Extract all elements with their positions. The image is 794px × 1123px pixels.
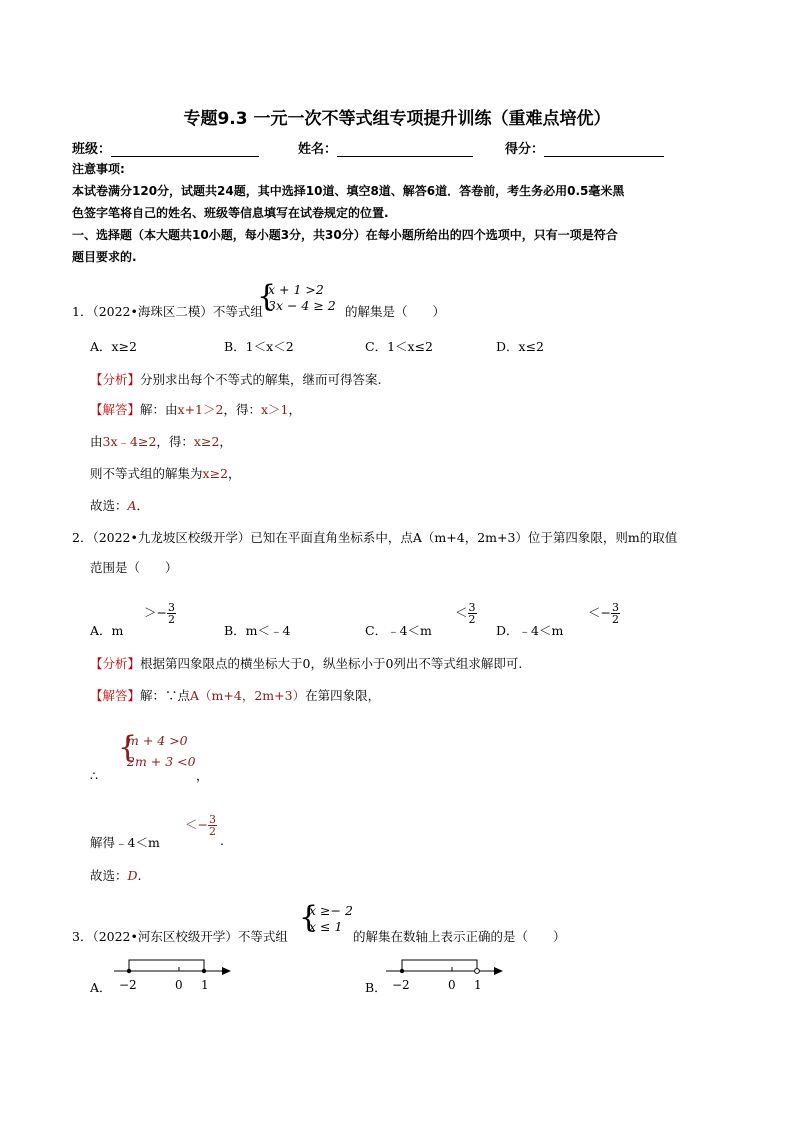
q2-result-rel: ＜− bbox=[185, 817, 208, 832]
class-label: 班级： bbox=[72, 142, 112, 157]
fraction-numerator: 3 bbox=[468, 601, 476, 614]
fraction-denominator: 2 bbox=[208, 825, 216, 838]
q1-answer-text: ，得： bbox=[223, 402, 261, 417]
q2-option-a-relation bbox=[144, 602, 176, 625]
q1-option-c[interactable]: C．1＜x≤2 bbox=[365, 339, 433, 354]
q1-answer-text: ， bbox=[288, 402, 302, 417]
q1-answer-text: 由 bbox=[90, 434, 103, 449]
closed-point-neg2 bbox=[127, 969, 131, 973]
name-label: 姓名： bbox=[298, 142, 338, 157]
q1-choice-prefix: 故选： bbox=[90, 498, 128, 513]
name-field bbox=[298, 138, 473, 157]
q3-system-line-1: x ≥− 2 bbox=[309, 903, 353, 918]
q2-system-brace: { bbox=[118, 730, 138, 765]
q1-system-line-1: x + 1 >2 bbox=[268, 282, 324, 297]
closed-point-neg2 bbox=[400, 969, 404, 973]
q1-stem-suffix: 的解集是（ ） bbox=[345, 304, 446, 319]
score-blank[interactable] bbox=[544, 142, 664, 157]
fraction-numerator: 3 bbox=[208, 813, 216, 826]
q2-system-line-1: m + 4 >0 bbox=[127, 733, 188, 748]
q1-answer-line-2 bbox=[90, 432, 232, 450]
name-blank[interactable] bbox=[337, 142, 473, 157]
q2-choice-value: D bbox=[127, 868, 138, 883]
q1-answer-text: 则不等式组的解集为 bbox=[90, 466, 203, 481]
q2-choice-prefix: 故选： bbox=[90, 868, 128, 883]
q2-option-d[interactable]: D．﹣4＜m bbox=[496, 623, 564, 638]
q2-analysis-text: 根据第四象限点的横坐标大于0，纵坐标小于0列出不等式组求解即可. bbox=[140, 656, 523, 671]
fraction-denominator: 2 bbox=[468, 613, 476, 626]
q2-stem-line-2: 范围是（ ） bbox=[90, 560, 178, 575]
tick-label-1: 1 bbox=[474, 978, 482, 992]
notes-heading: 注意事项: bbox=[72, 162, 125, 176]
tick-label-1: 1 bbox=[201, 978, 209, 992]
solution-bracket bbox=[402, 960, 477, 971]
q2-option-c-rel: ＜ bbox=[455, 605, 468, 620]
tick-label-neg2: −2 bbox=[119, 978, 137, 992]
q1-answer-text: ， bbox=[228, 466, 241, 481]
q1-analysis bbox=[90, 370, 382, 388]
tick-label-0: 0 bbox=[448, 978, 456, 992]
class-blank[interactable] bbox=[111, 142, 259, 157]
page-title: 专题9.3 一元一次不等式组专项提升训练（重难点培优） bbox=[183, 109, 611, 129]
q1-answer-expr: x+1＞2 bbox=[177, 402, 224, 417]
q2-option-a-fraction bbox=[167, 602, 176, 625]
q2-result-fraction bbox=[208, 814, 217, 837]
q3-stem-prefix: 3．（2022•河东区校级开学）不等式组 bbox=[72, 929, 288, 944]
q2-analysis-tag: 【分析】 bbox=[90, 656, 141, 671]
q1-choice-value: A bbox=[127, 498, 137, 513]
q2-option-b[interactable]: B．m＜﹣4 bbox=[224, 623, 291, 638]
section-heading-line-2: 题目要求的. bbox=[72, 250, 137, 264]
class-field bbox=[72, 138, 259, 157]
q1-choice-suffix: ． bbox=[136, 498, 150, 513]
q2-option-c-relation bbox=[455, 602, 477, 625]
q1-system-line-2: 3x − 4 ≥ 2 bbox=[268, 298, 336, 313]
q2-stem-line-1: 2．（2022•九龙坡区校级开学）已知在平面直角坐标系中，点A（m+4，2m+3）位于第四象限，则m的取值 bbox=[72, 530, 678, 545]
q1-answer-expr: x＞1 bbox=[260, 402, 289, 417]
q3-stem-suffix: 的解集在数轴上表示正确的是（ ） bbox=[353, 929, 566, 944]
q2-choice-suffix: . bbox=[137, 868, 142, 883]
fraction-numerator: 3 bbox=[167, 601, 175, 614]
q2-system-comma: ， bbox=[196, 768, 209, 783]
axis-arrow bbox=[222, 967, 231, 975]
fraction-denominator: 2 bbox=[167, 613, 175, 626]
q1-answer-text: ，得： bbox=[156, 434, 194, 449]
q1-option-b[interactable]: B．1＜x＜2 bbox=[224, 339, 294, 354]
q3-system-line-2: x ≤ 1 bbox=[309, 919, 343, 934]
q1-answer-text: 解：由 bbox=[140, 402, 178, 417]
fraction-numerator: 3 bbox=[611, 601, 619, 614]
tick-label-0: 0 bbox=[175, 978, 183, 992]
q1-answer-expr: 3x﹣4≥2 bbox=[102, 434, 157, 449]
notes-line-1: 本试卷满分120分，试题共24题，其中选择10道、填空8道、解答6道．答卷前，考生务必用0.5毫米黑 bbox=[72, 184, 625, 198]
q1-option-d[interactable]: D．x≤2 bbox=[496, 339, 544, 354]
q2-option-d-fraction bbox=[611, 602, 620, 625]
q3-option-a[interactable]: A． bbox=[90, 980, 112, 995]
q2-option-c-fraction bbox=[468, 602, 477, 625]
open-point-1 bbox=[475, 969, 480, 974]
q2-option-a[interactable]: A．m bbox=[90, 623, 124, 638]
q2-system-line-2: 2m + 3 <0 bbox=[127, 754, 196, 769]
fraction-denominator: 2 bbox=[611, 613, 619, 626]
q1-stem-prefix: 1．（2022•海珠区二模）不等式组 bbox=[72, 304, 263, 319]
q2-answer-text: 在第四象限， bbox=[305, 688, 381, 703]
q2-result: 解得﹣4＜m bbox=[90, 835, 160, 850]
q2-analysis bbox=[90, 654, 522, 672]
q2-option-d-rel: ＜− bbox=[588, 605, 611, 620]
notes-line-2: 色签字笔将自己的姓名、班级等信息填写在试卷规定的位置. bbox=[72, 206, 389, 220]
q2-therefore-symbol: ∴ bbox=[90, 768, 98, 783]
q3-option-b[interactable]: B． bbox=[365, 980, 387, 995]
q1-option-a[interactable]: A．x≥2 bbox=[90, 339, 138, 354]
q2-option-a-rel: ＞− bbox=[144, 605, 167, 620]
section-heading-line-1: 一、选择题（本大题共10小题，每小题3分，共30分）在每小题所给出的四个选项中，只有一项是符合 bbox=[72, 228, 618, 242]
q2-choice bbox=[90, 866, 142, 884]
q1-system-brace: { bbox=[257, 279, 277, 314]
q2-answer-tag: 【解答】 bbox=[90, 688, 141, 703]
tick-label-neg2: −2 bbox=[392, 978, 410, 992]
q2-answer-line-1 bbox=[90, 686, 380, 704]
closed-point-1 bbox=[202, 969, 206, 973]
score-field bbox=[505, 138, 664, 157]
q3-option-a-number-line[interactable] bbox=[110, 950, 235, 995]
q1-choice bbox=[90, 496, 149, 514]
q3-option-b-number-line[interactable] bbox=[382, 950, 507, 995]
q1-answer-expr: x≥2 bbox=[193, 434, 220, 449]
q1-answer-text: ， bbox=[219, 434, 232, 449]
score-label: 得分： bbox=[505, 142, 545, 157]
q2-result-period: . bbox=[220, 833, 224, 848]
q1-analysis-tag: 【分析】 bbox=[90, 372, 141, 387]
q2-answer-expr: A（m+4，2m+3） bbox=[190, 688, 306, 703]
q2-option-d-relation bbox=[588, 602, 620, 625]
q1-analysis-text: 分别求出每个不等式的解集，继而可得答案. bbox=[140, 372, 382, 387]
q2-result-relation bbox=[185, 814, 217, 837]
q2-option-c[interactable]: C．﹣4＜m bbox=[365, 623, 432, 638]
q1-answer-line-3 bbox=[90, 464, 241, 482]
axis-arrow bbox=[494, 967, 503, 975]
q2-answer-text: 解：∵点 bbox=[140, 688, 191, 703]
q1-answer-tag: 【解答】 bbox=[90, 402, 141, 417]
q1-answer-line-1 bbox=[90, 400, 301, 418]
q1-answer-expr: x≥2 bbox=[202, 466, 228, 481]
solution-bracket bbox=[129, 960, 204, 971]
q3-system-brace: { bbox=[299, 900, 319, 935]
